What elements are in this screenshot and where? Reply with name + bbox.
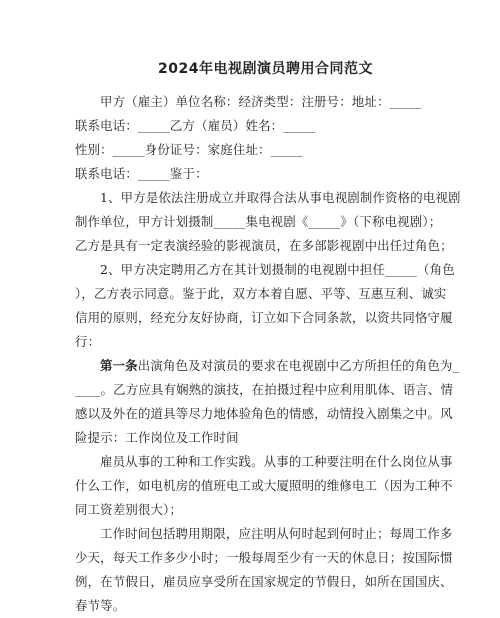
- paragraph-line: 2、甲方决定聘用乙方在其计划摄制的电视剧中担任_____（角色: [100, 262, 455, 277]
- article-text: 出演角色及对演员的要求在电视剧中乙方所担任的角色为_: [137, 358, 459, 373]
- paragraph-line: 春节等。: [75, 598, 126, 613]
- paragraph-line: ____。乙方应具有娴熟的演技，在拍摄过程中应利用肌体、语言、情: [75, 382, 454, 397]
- paragraph-line: [75, 354, 459, 378]
- paragraph-line: 信用的原则，经充分友好协商，订立如下合同条款，以资共同恪守履: [75, 310, 453, 325]
- document-title: 2024年电视剧演员聘用合同范文: [158, 61, 373, 77]
- paragraph-line: 感以及外在的道具等尽力地体验角色的情感，动情投入剧集之中。风: [75, 406, 453, 421]
- paragraph-line: 工作时间包括聘用期限，应注明从何时起到何时止；每周工作多: [100, 526, 453, 541]
- paragraph-line: ），乙方表示同意。鉴于此，双方本着自愿、平等、互惠互利、诚实: [75, 286, 447, 301]
- paragraph-line: 同工资差别很大）；: [75, 502, 183, 517]
- document-body: [75, 90, 461, 618]
- paragraph-line: 乙方是具有一定表演经验的影视演员，在多部影视剧中出任过角色；: [75, 238, 453, 253]
- paragraph-line: 行：: [75, 334, 101, 349]
- paragraph-line: 制作单位，甲方计划摄制_____集电视剧《_____》（下称电视剧）；: [75, 214, 442, 229]
- paragraph-line: 少天，每天工作多少小时；一般每周至少有一天的休息日；按国际惯: [75, 550, 453, 565]
- paragraph-line: 例，在节假日，雇员应享受所在国家规定的节假日，如所在国国庆、: [75, 574, 453, 589]
- paragraph-line: 险提示：工作岗位及工作时间: [75, 430, 239, 445]
- paragraph-line: 什么工作，如电机房的值班电工或大厦照明的维修电工（因为工种不: [75, 478, 453, 493]
- article-heading: 第一条: [100, 358, 138, 373]
- paragraph-line: 甲方（雇主）单位名称：经济类型：注册号：地址：_____: [100, 94, 422, 109]
- paragraph-line: 联系电话：_____乙方（雇员）姓名：_____: [75, 118, 316, 133]
- paragraph-line: 1、甲方是依法注册成立并取得合法从事电视剧制作资格的电视剧: [100, 190, 461, 205]
- paragraph-line: 联系电话：_____鉴于：: [75, 166, 208, 181]
- paragraph-line: 雇员从事的工种和工作实践。从事的工种要注明在什么岗位从事: [100, 454, 453, 469]
- paragraph-line: 性别：_____身份证号：家庭住址：_____: [75, 142, 303, 157]
